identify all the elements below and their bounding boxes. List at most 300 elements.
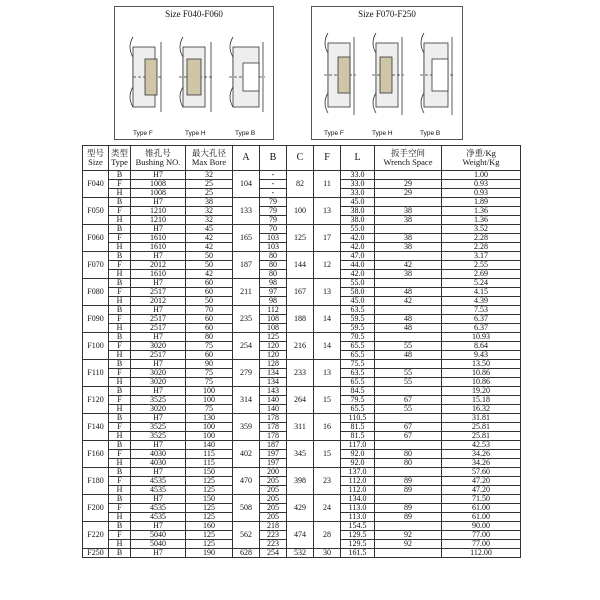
bushing-cell: 2012 <box>131 261 186 270</box>
bushing-cell: H7 <box>131 306 186 315</box>
header-max-bore: 最大孔径 Max Bore <box>186 146 233 171</box>
bushing-cell: 5040 <box>131 540 186 549</box>
wrench-space-cell <box>375 522 442 531</box>
wrench-space-cell: 38 <box>375 243 442 252</box>
dim-a-cell: 211 <box>233 279 260 306</box>
max-bore-cell: 32 <box>186 216 233 225</box>
type-cell: F <box>109 315 131 324</box>
coupling-drawing-h <box>179 37 213 112</box>
max-bore-cell: 75 <box>186 369 233 378</box>
type-cell: F <box>109 207 131 216</box>
type-cell: F <box>109 423 131 432</box>
max-bore-cell: 125 <box>186 504 233 513</box>
weight-cell: 34.26 <box>442 459 521 468</box>
dim-f-cell: 11 <box>314 171 341 198</box>
wrench-space-cell: 80 <box>375 450 442 459</box>
dim-b-cell: 178 <box>260 432 287 441</box>
max-bore-cell: 90 <box>186 360 233 369</box>
dim-a-cell: 235 <box>233 306 260 333</box>
weight-cell: 4.39 <box>442 297 521 306</box>
type-cell: H <box>109 432 131 441</box>
diagram-left-drawing <box>115 7 275 141</box>
max-bore-cell: 75 <box>186 378 233 387</box>
dim-b-cell: 80 <box>260 252 287 261</box>
weight-cell: 0.93 <box>442 180 521 189</box>
dim-l-cell: 42.0 <box>341 270 375 279</box>
weight-cell: 90.00 <box>442 522 521 531</box>
dim-f-cell: 14 <box>314 306 341 333</box>
dim-f-cell: 13 <box>314 198 341 225</box>
dim-l-cell: 79.5 <box>341 396 375 405</box>
dim-b-cell: 120 <box>260 342 287 351</box>
bushing-cell: H7 <box>131 414 186 423</box>
dim-f-cell: 15 <box>314 441 341 468</box>
type-cell: H <box>109 297 131 306</box>
wrench-space-cell: 42 <box>375 261 442 270</box>
wrench-space-cell: 89 <box>375 486 442 495</box>
dim-b-cell: 80 <box>260 261 287 270</box>
weight-cell: 71.50 <box>442 495 521 504</box>
type-cell: F <box>109 180 131 189</box>
dim-a-cell: 187 <box>233 252 260 279</box>
bushing-cell: H7 <box>131 387 186 396</box>
bushing-cell: 1610 <box>131 270 186 279</box>
header-weight: 净重/Kg Weight/Kg <box>442 146 521 171</box>
dim-l-cell: 33.0 <box>341 171 375 180</box>
table-row <box>83 333 521 342</box>
dim-l-cell: 134.0 <box>341 495 375 504</box>
wrench-space-cell <box>375 333 442 342</box>
dim-f-cell: 30 <box>314 549 341 558</box>
bushing-cell: H7 <box>131 441 186 450</box>
weight-cell: 57.60 <box>442 468 521 477</box>
diagram-left <box>114 6 274 140</box>
wrench-space-cell: 38 <box>375 207 442 216</box>
weight-cell: 1.89 <box>442 198 521 207</box>
bushing-cell: H7 <box>131 468 186 477</box>
weight-cell: 0.93 <box>442 189 521 198</box>
dim-l-cell: 59.5 <box>341 315 375 324</box>
type-cell: F <box>109 396 131 405</box>
dim-c-cell: 144 <box>287 252 314 279</box>
weight-cell: 2.55 <box>442 261 521 270</box>
dim-b-cell: 103 <box>260 243 287 252</box>
dim-l-cell: 63.5 <box>341 306 375 315</box>
wrench-space-cell: 55 <box>375 369 442 378</box>
dim-l-cell: 113.0 <box>341 513 375 522</box>
weight-cell: 16.32 <box>442 405 521 414</box>
dim-l-cell: 112.0 <box>341 486 375 495</box>
dim-l-cell: 65.5 <box>341 378 375 387</box>
dim-l-cell: 47.0 <box>341 252 375 261</box>
dim-f-cell: 23 <box>314 468 341 495</box>
bushing-cell: 1610 <box>131 243 186 252</box>
size-cell: F060 <box>83 225 109 252</box>
dim-b-cell: 205 <box>260 495 287 504</box>
max-bore-cell: 42 <box>186 234 233 243</box>
weight-cell: 2.28 <box>442 234 521 243</box>
wrench-space-cell <box>375 198 442 207</box>
type-cell: F <box>109 504 131 513</box>
dim-b-cell: 205 <box>260 513 287 522</box>
dim-c-cell: 233 <box>287 360 314 387</box>
max-bore-cell: 80 <box>186 333 233 342</box>
bushing-cell: 4535 <box>131 513 186 522</box>
max-bore-cell: 32 <box>186 207 233 216</box>
bushing-cell: 3525 <box>131 432 186 441</box>
dim-a-cell: 254 <box>233 333 260 360</box>
dim-f-cell: 28 <box>314 522 341 549</box>
size-cell: F040 <box>83 171 109 198</box>
dim-a-cell: 104 <box>233 171 260 198</box>
wrench-space-cell: 29 <box>375 180 442 189</box>
type-f-label: Type F <box>133 130 153 137</box>
dim-b-cell: 205 <box>260 486 287 495</box>
max-bore-cell: 75 <box>186 342 233 351</box>
dim-b-cell: 178 <box>260 414 287 423</box>
dim-a-cell: 165 <box>233 225 260 252</box>
type-cell: F <box>109 477 131 486</box>
weight-cell: 2.28 <box>442 243 521 252</box>
dim-l-cell: 33.0 <box>341 180 375 189</box>
max-bore-cell: 125 <box>186 540 233 549</box>
header-c: C <box>287 146 314 171</box>
dim-l-cell: 129.5 <box>341 540 375 549</box>
table-row <box>83 306 521 315</box>
header-type: 类型 Type <box>109 146 131 171</box>
wrench-space-cell: 48 <box>375 351 442 360</box>
dim-b-cell: 97 <box>260 288 287 297</box>
weight-cell: 10.93 <box>442 333 521 342</box>
wrench-space-cell: 67 <box>375 432 442 441</box>
diagram-right <box>311 6 463 140</box>
dim-f-cell: 14 <box>314 333 341 360</box>
dim-a-cell: 628 <box>233 549 260 558</box>
bushing-cell: H7 <box>131 495 186 504</box>
bushing-cell: 1008 <box>131 180 186 189</box>
type-h-label-large: Type H <box>372 130 393 137</box>
wrench-space-cell: 42 <box>375 297 442 306</box>
max-bore-cell: 42 <box>186 270 233 279</box>
weight-cell: 1.36 <box>442 216 521 225</box>
dim-l-cell: 154.5 <box>341 522 375 531</box>
wrench-space-cell <box>375 306 442 315</box>
dim-l-cell: 65.5 <box>341 351 375 360</box>
dim-c-cell: 398 <box>287 468 314 495</box>
dim-c-cell: 125 <box>287 225 314 252</box>
wrench-space-cell: 38 <box>375 234 442 243</box>
weight-cell: 1.36 <box>442 207 521 216</box>
header-a: A <box>233 146 260 171</box>
type-cell: B <box>109 306 131 315</box>
bushing-cell: 4030 <box>131 459 186 468</box>
dim-b-cell: 140 <box>260 396 287 405</box>
bushing-cell: H7 <box>131 252 186 261</box>
dim-l-cell: 75.5 <box>341 360 375 369</box>
dim-l-cell: 45.0 <box>341 297 375 306</box>
weight-cell: 42.53 <box>442 441 521 450</box>
dim-b-cell: 80 <box>260 270 287 279</box>
size-cell: F140 <box>83 414 109 441</box>
dim-b-cell: 112 <box>260 306 287 315</box>
type-cell: B <box>109 495 131 504</box>
max-bore-cell: 50 <box>186 252 233 261</box>
max-bore-cell: 150 <box>186 468 233 477</box>
max-bore-cell: 75 <box>186 405 233 414</box>
table-row <box>83 252 521 261</box>
wrench-space-cell <box>375 387 442 396</box>
wrench-space-cell: 67 <box>375 396 442 405</box>
max-bore-cell: 25 <box>186 180 233 189</box>
wrench-space-cell: 48 <box>375 288 442 297</box>
dim-l-cell: 129.5 <box>341 531 375 540</box>
weight-cell: 10.86 <box>442 369 521 378</box>
max-bore-cell: 115 <box>186 450 233 459</box>
wrench-space-cell: 92 <box>375 540 442 549</box>
dim-f-cell: 12 <box>314 252 341 279</box>
table-row <box>83 171 521 180</box>
dim-l-cell: 92.0 <box>341 459 375 468</box>
weight-cell: 5.24 <box>442 279 521 288</box>
dim-b-cell: 178 <box>260 423 287 432</box>
type-cell: B <box>109 468 131 477</box>
max-bore-cell: 25 <box>186 189 233 198</box>
wrench-space-cell: 38 <box>375 216 442 225</box>
bushing-cell: H7 <box>131 171 186 180</box>
type-cell: H <box>109 189 131 198</box>
dim-l-cell: 84.5 <box>341 387 375 396</box>
max-bore-cell: 60 <box>186 288 233 297</box>
bushing-cell: H7 <box>131 333 186 342</box>
wrench-space-cell <box>375 549 442 558</box>
weight-cell: 19.20 <box>442 387 521 396</box>
wrench-space-cell <box>375 414 442 423</box>
bushing-cell: 4535 <box>131 477 186 486</box>
dim-b-cell: 187 <box>260 441 287 450</box>
dim-b-cell: 120 <box>260 351 287 360</box>
size-cell: F110 <box>83 360 109 387</box>
table-row <box>83 225 521 234</box>
type-cell: H <box>109 216 131 225</box>
dim-l-cell: 38.0 <box>341 207 375 216</box>
dim-f-cell: 13 <box>314 360 341 387</box>
wrench-space-cell: 48 <box>375 324 442 333</box>
dim-l-cell: 42.0 <box>341 234 375 243</box>
type-cell: B <box>109 522 131 531</box>
max-bore-cell: 100 <box>186 387 233 396</box>
type-cell: F <box>109 369 131 378</box>
type-cell: B <box>109 252 131 261</box>
dim-l-cell: 42.0 <box>341 243 375 252</box>
dim-b-cell: 79 <box>260 198 287 207</box>
table-row <box>83 495 521 504</box>
wrench-space-cell: 38 <box>375 270 442 279</box>
max-bore-cell: 130 <box>186 414 233 423</box>
type-cell: H <box>109 513 131 522</box>
wrench-space-cell: 29 <box>375 189 442 198</box>
dim-l-cell: 59.5 <box>341 324 375 333</box>
max-bore-cell: 70 <box>186 306 233 315</box>
dim-b-cell: 197 <box>260 459 287 468</box>
dim-l-cell: 110.5 <box>341 414 375 423</box>
wrench-space-cell: 48 <box>375 315 442 324</box>
bushing-cell: H7 <box>131 279 186 288</box>
coupling-drawing-b-large <box>420 33 454 115</box>
bushing-cell: 4535 <box>131 504 186 513</box>
max-bore-cell: 115 <box>186 459 233 468</box>
bushing-cell: H7 <box>131 360 186 369</box>
table-body <box>83 171 521 558</box>
table-row <box>83 468 521 477</box>
dim-f-cell: 17 <box>314 225 341 252</box>
dim-c-cell: 474 <box>287 522 314 549</box>
bushing-cell: 4535 <box>131 486 186 495</box>
wrench-space-cell: 80 <box>375 459 442 468</box>
dim-l-cell: 55.0 <box>341 225 375 234</box>
bushing-cell: 3020 <box>131 405 186 414</box>
weight-cell: 61.00 <box>442 513 521 522</box>
dim-l-cell: 92.0 <box>341 450 375 459</box>
type-cell: B <box>109 441 131 450</box>
max-bore-cell: 125 <box>186 531 233 540</box>
max-bore-cell: 45 <box>186 225 233 234</box>
dim-b-cell: 140 <box>260 405 287 414</box>
coupling-drawing-f <box>130 37 163 112</box>
bushing-cell: H7 <box>131 549 186 558</box>
dim-a-cell: 314 <box>233 387 260 414</box>
size-cell: F200 <box>83 495 109 522</box>
bushing-cell: 1210 <box>131 207 186 216</box>
type-cell: H <box>109 486 131 495</box>
max-bore-cell: 160 <box>186 522 233 531</box>
wrench-space-cell: 67 <box>375 423 442 432</box>
type-cell: H <box>109 324 131 333</box>
max-bore-cell: 140 <box>186 441 233 450</box>
dim-c-cell: 429 <box>287 495 314 522</box>
bushing-cell: 5040 <box>131 531 186 540</box>
size-cell: F100 <box>83 333 109 360</box>
dim-l-cell: 81.5 <box>341 423 375 432</box>
dim-l-cell: 44.0 <box>341 261 375 270</box>
dim-b-cell: 79 <box>260 207 287 216</box>
dim-c-cell: 264 <box>287 387 314 414</box>
max-bore-cell: 125 <box>186 486 233 495</box>
max-bore-cell: 125 <box>186 513 233 522</box>
weight-cell: 1.00 <box>442 171 521 180</box>
type-cell: F <box>109 531 131 540</box>
bushing-cell: 2517 <box>131 315 186 324</box>
type-cell: H <box>109 540 131 549</box>
dim-b-cell: 134 <box>260 378 287 387</box>
type-cell: B <box>109 198 131 207</box>
dim-l-cell: 81.5 <box>341 432 375 441</box>
weight-cell: 8.64 <box>442 342 521 351</box>
coupling-spec-table <box>82 145 521 558</box>
header-f: F <box>314 146 341 171</box>
dim-l-cell: 70.5 <box>341 333 375 342</box>
dim-l-cell: 117.0 <box>341 441 375 450</box>
weight-cell: 25.81 <box>442 423 521 432</box>
type-cell: F <box>109 234 131 243</box>
dim-c-cell: 82 <box>287 171 314 198</box>
wrench-space-cell <box>375 252 442 261</box>
dim-b-cell: 70 <box>260 225 287 234</box>
dim-a-cell: 359 <box>233 414 260 441</box>
weight-cell: 6.37 <box>442 315 521 324</box>
max-bore-cell: 100 <box>186 432 233 441</box>
header-b: B <box>260 146 287 171</box>
dim-c-cell: 216 <box>287 333 314 360</box>
wrench-space-cell <box>375 468 442 477</box>
type-cell: F <box>109 261 131 270</box>
size-cell: F070 <box>83 252 109 279</box>
header-wrench-space: 扳手空间 Wrench Space <box>375 146 442 171</box>
type-cell: H <box>109 351 131 360</box>
weight-cell: 9.43 <box>442 351 521 360</box>
dim-a-cell: 508 <box>233 495 260 522</box>
dim-b-cell: 98 <box>260 279 287 288</box>
table-row <box>83 522 521 531</box>
dim-c-cell: 100 <box>287 198 314 225</box>
wrench-space-cell: 89 <box>375 513 442 522</box>
table-row <box>83 387 521 396</box>
dim-a-cell: 279 <box>233 360 260 387</box>
size-cell: F090 <box>83 306 109 333</box>
dim-b-cell: - <box>260 171 287 180</box>
dim-l-cell: 161.5 <box>341 549 375 558</box>
dim-f-cell: 16 <box>314 414 341 441</box>
wrench-space-cell: 55 <box>375 342 442 351</box>
dim-f-cell: 13 <box>314 279 341 306</box>
dim-b-cell: 98 <box>260 297 287 306</box>
type-cell: H <box>109 270 131 279</box>
dim-a-cell: 470 <box>233 468 260 495</box>
dim-b-cell: 143 <box>260 387 287 396</box>
bushing-cell: 3020 <box>131 378 186 387</box>
type-cell: H <box>109 378 131 387</box>
dim-l-cell: 33.0 <box>341 189 375 198</box>
table-row <box>83 198 521 207</box>
max-bore-cell: 60 <box>186 315 233 324</box>
dim-l-cell: 55.0 <box>341 279 375 288</box>
size-cell: F160 <box>83 441 109 468</box>
table-row <box>83 549 521 558</box>
dim-b-cell: - <box>260 180 287 189</box>
dim-b-cell: 254 <box>260 549 287 558</box>
coupling-drawing-f-large <box>324 33 356 115</box>
dim-a-cell: 402 <box>233 441 260 468</box>
dim-b-cell: 125 <box>260 333 287 342</box>
max-bore-cell: 60 <box>186 279 233 288</box>
bushing-cell: 4030 <box>131 450 186 459</box>
dim-b-cell: 223 <box>260 531 287 540</box>
bushing-cell: 2517 <box>131 288 186 297</box>
dim-a-cell: 133 <box>233 198 260 225</box>
weight-cell: 77.00 <box>442 540 521 549</box>
type-cell: F <box>109 450 131 459</box>
weight-cell: 47.20 <box>442 477 521 486</box>
type-cell: B <box>109 171 131 180</box>
dim-b-cell: 128 <box>260 360 287 369</box>
type-cell: B <box>109 225 131 234</box>
dim-b-cell: 103 <box>260 234 287 243</box>
header-l: L <box>341 146 375 171</box>
type-cell: F <box>109 288 131 297</box>
weight-cell: 15.18 <box>442 396 521 405</box>
weight-cell: 3.17 <box>442 252 521 261</box>
dim-b-cell: 108 <box>260 315 287 324</box>
size-cell: F080 <box>83 279 109 306</box>
